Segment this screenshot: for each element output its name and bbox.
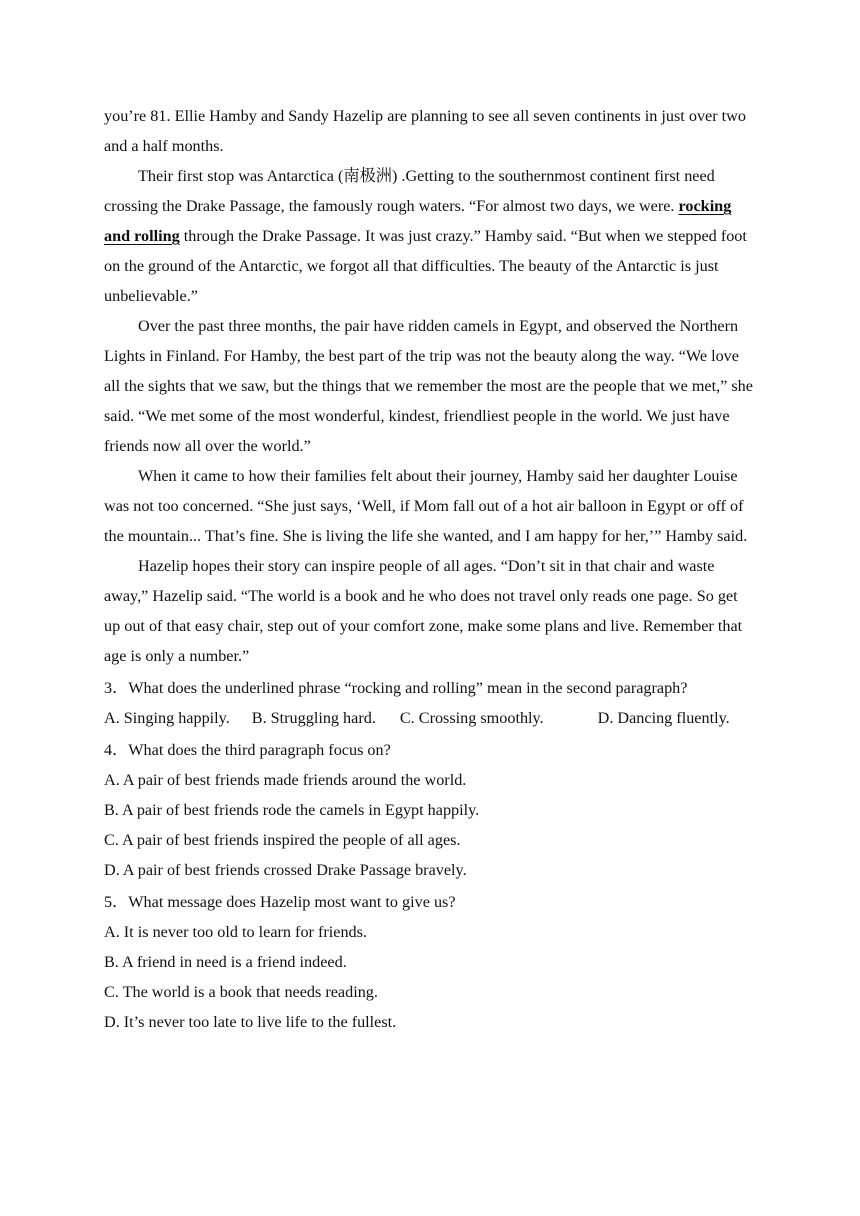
passage-paragraph-2-text-start: Their first stop was Antarctica (南极洲) .Getting to the southernmost continent first need crossing the Drake Passage, the famously rough waters. “For almost two days, we were. bbox=[104, 167, 715, 215]
question-4-option-d: D. A pair of best friends crossed Drake Passage bravely. bbox=[104, 861, 467, 879]
question-3-options bbox=[104, 703, 756, 733]
question-3-option-c: C. Crossing smoothly. bbox=[399, 709, 544, 727]
question-3-option-b: B. Struggling hard. bbox=[251, 709, 376, 727]
question-4-option-b: B. A pair of best friends rode the camels in Egypt happily. bbox=[104, 801, 480, 819]
question-4-option-a: A. A pair of best friends made friends around the world. bbox=[104, 771, 467, 789]
question-5-option-d: D. It’s never too late to live life to the fullest. bbox=[104, 1013, 397, 1031]
passage-paragraph-5: Hazelip hopes their story can inspire people of all ages. “Don’t sit in that chair and waste away,” Hazelip said. “The world is a book and he who does not travel only reads one page. So get up out of that easy chair, step out of your comfort zone, make some plans and live. Remember that age is only a number.” bbox=[104, 557, 743, 665]
question-4-stem: 4．What does the third paragraph focus on? bbox=[104, 741, 391, 759]
passage-paragraph-1: you’re 81. Ellie Hamby and Sandy Hazelip are planning to see all seven continents in just over two and a half months. bbox=[104, 107, 746, 155]
question-3-option-d: D. Dancing fluently. bbox=[597, 709, 730, 727]
question-3-option-a: A. Singing happily. bbox=[104, 709, 230, 727]
question-4-option-c: C. A pair of best friends inspired the people of all ages. bbox=[104, 831, 461, 849]
question-5-option-b: B. A friend in need is a friend indeed. bbox=[104, 953, 347, 971]
question-5-option-c: C. The world is a book that needs reading. bbox=[104, 983, 378, 1001]
underlined-phrase: rocking and rolling bbox=[104, 197, 732, 245]
passage-paragraph-3: Over the past three months, the pair have ridden camels in Egypt, and observed the Northern Lights in Finland. For Hamby, the best part of the trip was not the beauty along the way. “We love all the sights that we saw, but the things that we remember the most are the people that we met,” she said. “We met some of the most wonderful, kindest, friendliest people in the world. We just have friends now all over the world.” bbox=[104, 317, 753, 455]
question-5-stem: 5．What message does Hazelip most want to give us? bbox=[104, 893, 456, 911]
question-5-option-a: A. It is never too old to learn for friends. bbox=[104, 923, 367, 941]
document-body bbox=[104, 101, 756, 1037]
passage-paragraph-4: When it came to how their families felt about their journey, Hamby said her daughter Louise was not too concerned. “She just says, ‘Well, if Mom fall out of a hot air balloon in Egypt or off of the mountain... That’s fine. She is living the life she wanted, and I am happy for her,’” Hamby said. bbox=[104, 467, 748, 545]
question-3-stem: 3．What does the underlined phrase “rocking and rolling” mean in the second paragraph? bbox=[104, 679, 688, 697]
passage-paragraph-2-text-end: through the Drake Passage. It was just crazy.” Hamby said. “But when we stepped foot on the ground of the Antarctic, we forgot all that difficulties. The beauty of the Antarctic is just unbelievable.” bbox=[104, 227, 747, 305]
passage-paragraph-2 bbox=[104, 161, 756, 311]
